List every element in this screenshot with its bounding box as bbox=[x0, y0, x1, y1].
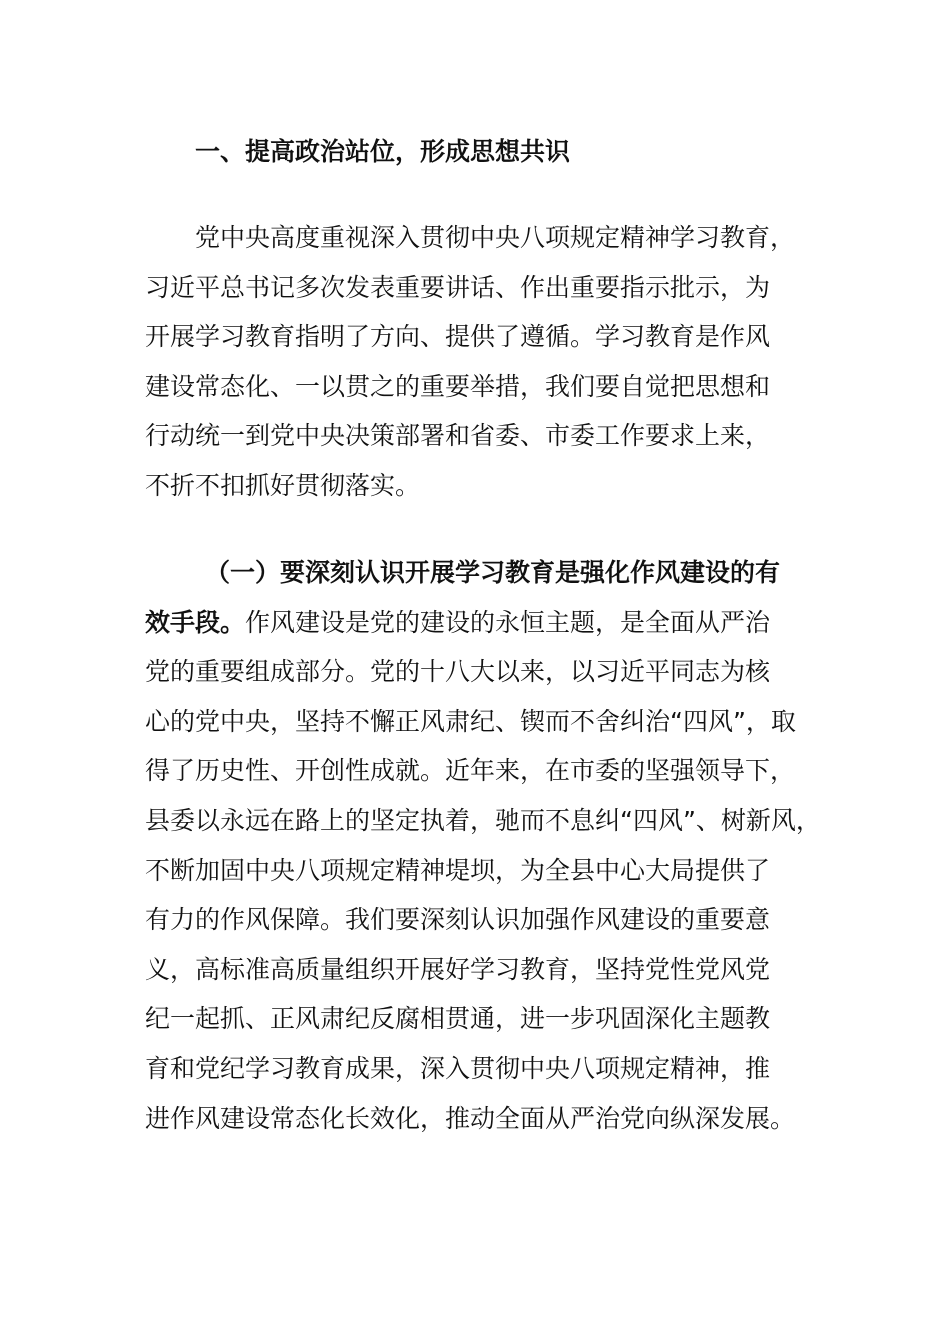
paragraph-line: 纪一起抓、正风肃纪反腐相贯通，进一步巩固深化主题教 bbox=[145, 1004, 771, 1034]
subsection-heading: （一）要深刻认识开展学习教育是强化作风建设的有 bbox=[205, 558, 781, 587]
paragraph-line: 不折不扣抓好贯彻落实。 bbox=[145, 470, 421, 500]
paragraph-2 bbox=[145, 548, 845, 1143]
paragraph-line bbox=[145, 598, 845, 648]
paragraph-line: 党中央高度重视深入贯彻中央八项规定精神学习教育， bbox=[195, 223, 796, 252]
subsection-heading-end: 效手段。 bbox=[145, 607, 246, 637]
paragraph-line: 开展学习教育指明了方向、提供了遵循。学习教育是作风 bbox=[145, 322, 771, 352]
paragraph-line: 有力的作风保障。我们要深刻认识加强作风建设的重要意 bbox=[145, 905, 771, 935]
paragraph-line: 义，高标准高质量组织开展好学习教育，坚持党性党风党 bbox=[145, 954, 771, 984]
paragraph-line: 育和党纪学习教育成果，深入贯彻中央八项规定精神，推 bbox=[145, 1053, 771, 1083]
paragraph-line: 县委以永远在路上的坚定执着，驰而不息纠“四风”、树新风， bbox=[145, 805, 821, 835]
paragraph-line: 建设常态化、一以贯之的重要举措，我们要自觉把思想和 bbox=[145, 371, 771, 401]
paragraph-line: 党的重要组成部分。党的十八大以来，以习近平同志为核 bbox=[145, 657, 771, 687]
paragraph-line: 得了历史性、开创性成就。近年来，在市委的坚强领导下， bbox=[145, 756, 796, 786]
paragraph-1 bbox=[145, 213, 845, 511]
paragraph-line: 习近平总书记多次发表重要讲话、作出重要指示批示，为 bbox=[145, 272, 771, 302]
paragraph-text: 作风建设是党的建设的永恒主题，是全面从严治 bbox=[245, 607, 771, 637]
paragraph-line: 行动统一到党中央决策部署和省委、市委工作要求上来， bbox=[145, 421, 771, 451]
section-heading: 一、提高政治站位，形成思想共识 bbox=[195, 137, 571, 166]
paragraph-line: 心的党中央，坚持不懈正风肃纪、锲而不舍纠治“四风”，取 bbox=[145, 706, 796, 736]
paragraph-line: 进作风建设常态化长效化，推动全面从严治党向纵深发展。 bbox=[145, 1103, 796, 1133]
paragraph-line: 不断加固中央八项规定精神堤坝，为全县中心大局提供了 bbox=[145, 855, 771, 885]
